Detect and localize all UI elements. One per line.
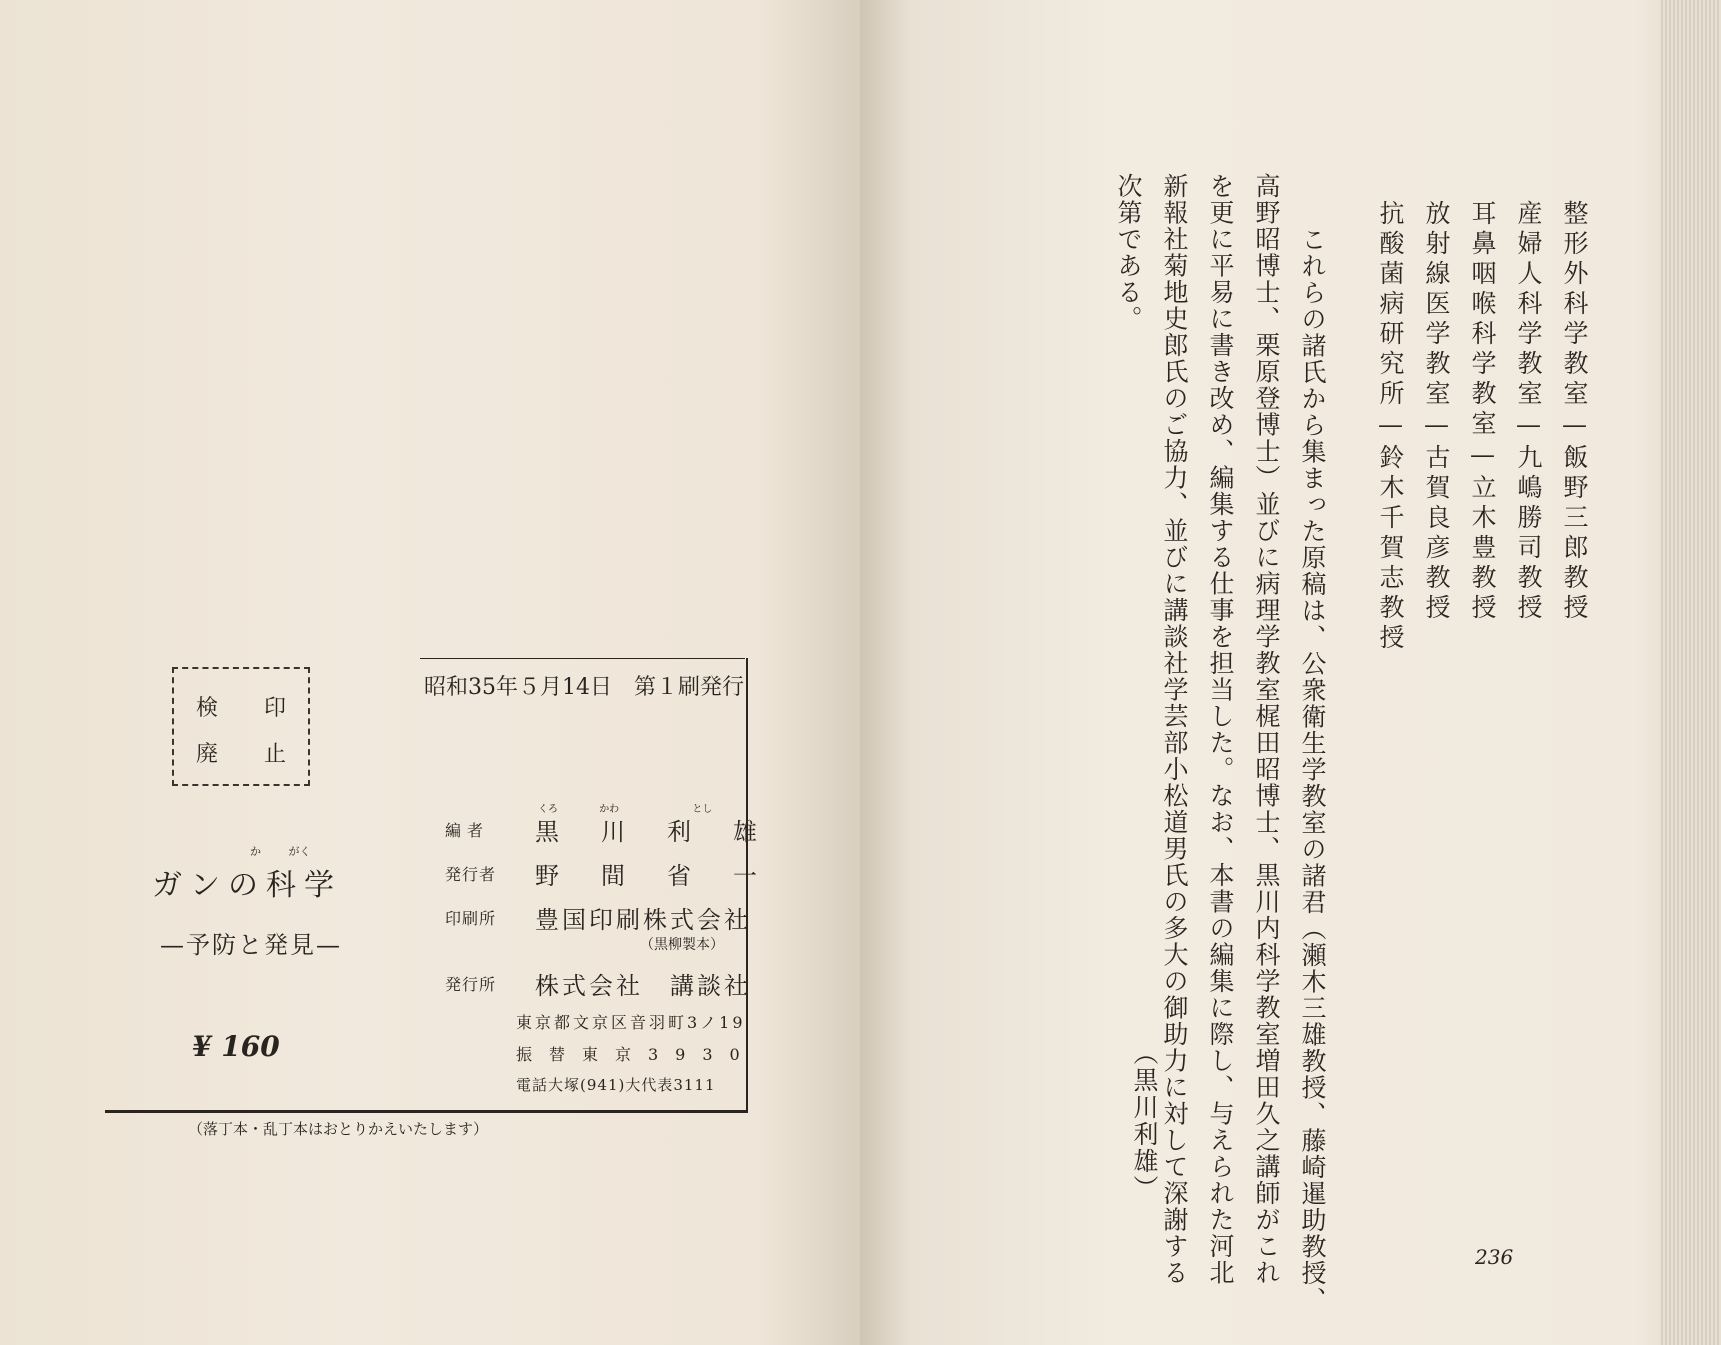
transfer-account: 振替東京3930 (516, 1045, 757, 1064)
right-page (860, 0, 1721, 1345)
ruby-toshi: とし (692, 804, 713, 815)
ruby-kuro: くろ (538, 804, 558, 815)
faculty-item-4: 放射線医学教室—古賀良彦教授 (1422, 200, 1451, 624)
publisher-address: 東京都文京区音羽町3ノ19 (516, 1013, 746, 1032)
frame-top-rule (420, 658, 745, 659)
publisher-person-label: 発行者 (445, 865, 497, 884)
phone-number: 電話大塚(941)大代表3111 (516, 1076, 716, 1094)
signature: （黒川利雄） (1130, 1040, 1159, 1202)
issue-date: 昭和35年５月14日 第１刷発行 (424, 675, 744, 700)
page-number: 236 (1475, 1245, 1514, 1269)
ruby-kawa: かわ (599, 804, 620, 815)
price: ¥ 160 (192, 1030, 280, 1063)
editor-label: 編者 (445, 821, 490, 840)
show-through-text (185, 195, 218, 675)
editor-name: 黒川利雄 (535, 818, 799, 846)
printer-label: 印刷所 (445, 909, 497, 928)
faculty-item-3: 耳鼻咽喉科学教室—立木豊教授 (1468, 200, 1497, 624)
body-line-2: 高野昭博士、栗原登博士）並びに病理学教室梶田昭博士、黒川内科学教室増田久之講師がこれ (1252, 173, 1281, 1286)
body-line-1: これらの諸氏から集まった原稿は、公衆衛生学教室の諸君（瀬木三雄教授、藤崎暹助教授、 (1298, 200, 1327, 1313)
publisher-name: 株式会社 講談社 (535, 972, 751, 1000)
book-title: ガンの科学 (152, 868, 342, 903)
frame-bottom-rule (105, 1110, 748, 1113)
ruby-ka: か (250, 845, 261, 858)
stamp-char-ken: 検 (196, 696, 221, 721)
stamp-char-hai: 廃 (196, 742, 221, 767)
printer-name: 豊国印刷株式会社 (535, 906, 751, 934)
body-line-3: を更に平易に書き改め、編集する仕事を担当した。なお、本書の編集に際し、与えられた河北 (1206, 173, 1235, 1286)
left-page (0, 0, 860, 1345)
colophon-title-ruby (250, 843, 311, 859)
book-subtitle: —予防と発見— (160, 931, 342, 959)
stamp-char-in: 印 (264, 696, 289, 721)
ruby-gaku: がく (288, 845, 311, 858)
replacement-notice: （落丁本・乱丁本はおとりかえいたします） (188, 1120, 489, 1138)
body-line-4: 新報社菊地史郎氏のご協力、並びに講談社学芸部小松道男氏の多大の御助力に対して深謝する (1160, 173, 1189, 1286)
stamp-char-shi: 止 (264, 742, 289, 767)
body-line-5: 次第である。 (1114, 173, 1143, 332)
faculty-item-5: 抗酸菌病研究所—鈴木千賀志教授 (1376, 200, 1405, 654)
seal-omitted-stamp (172, 667, 310, 786)
publisher-label: 発行所 (445, 975, 497, 994)
publisher-person-name: 野間省一 (535, 862, 799, 890)
binder-note: （黒柳製本） (640, 937, 724, 953)
faculty-item-2: 産婦人科学教室—九嶋勝司教授 (1514, 200, 1543, 624)
faculty-item-1: 整形外科学教室—飯野三郎教授 (1560, 200, 1589, 624)
page-edge-stack (1661, 0, 1721, 1345)
